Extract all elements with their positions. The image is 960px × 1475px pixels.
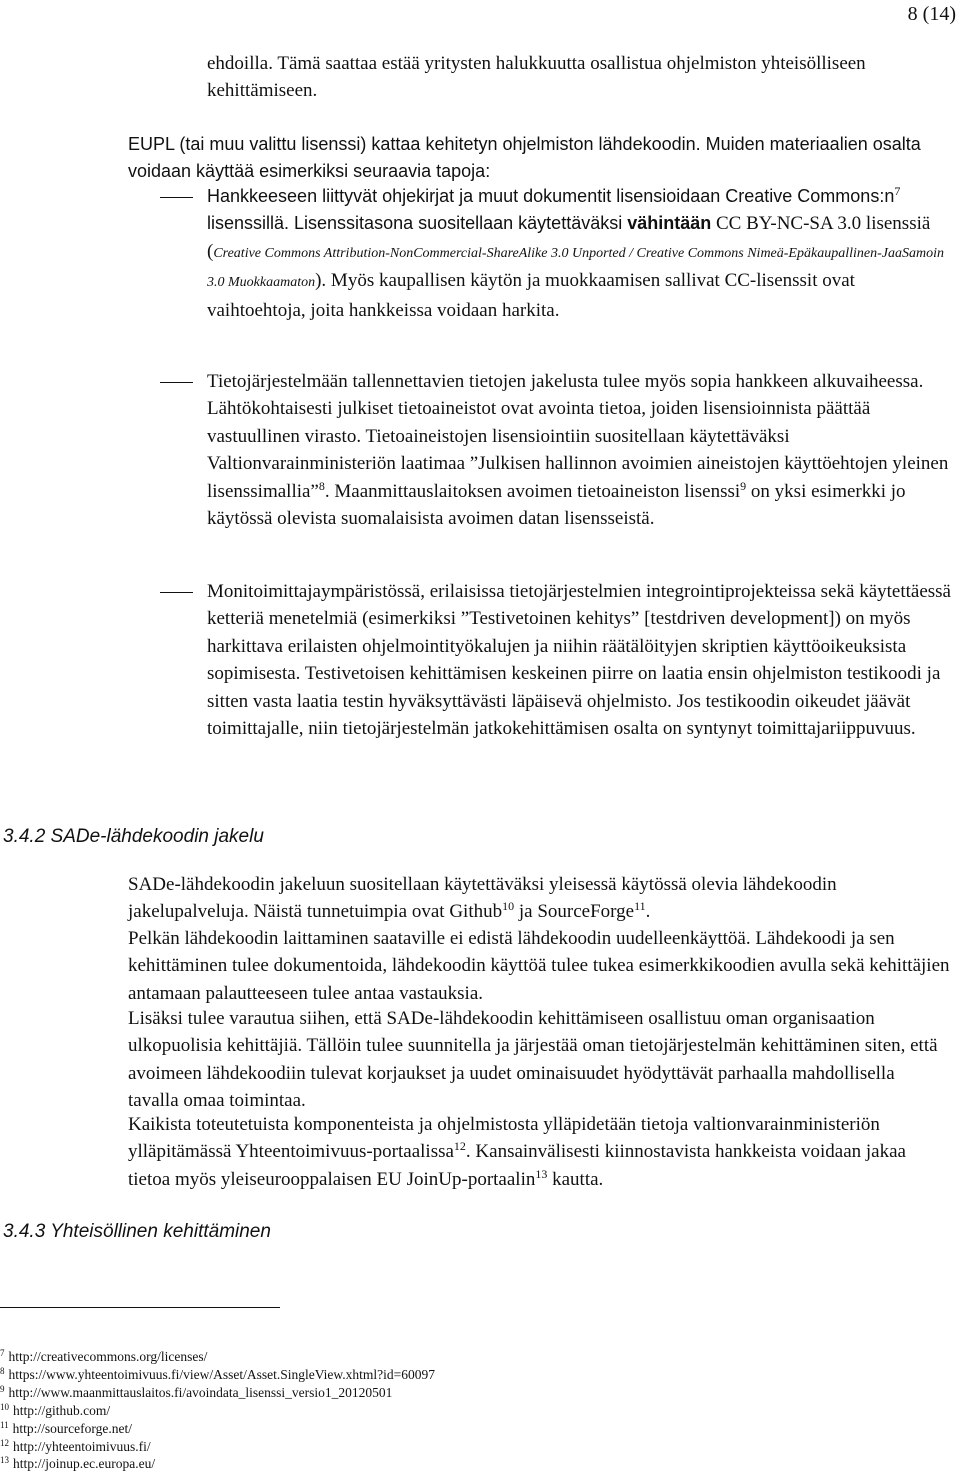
p1-c: . <box>645 901 651 923</box>
bullet-2-text <box>207 368 952 532</box>
bullet-1-text <box>207 183 955 324</box>
footnote-number: 12 <box>0 1438 9 1448</box>
footnote-number: 7 <box>0 1348 5 1358</box>
footnote-ref-7: 7 <box>894 184 901 198</box>
footnote-number: 13 <box>0 1455 9 1465</box>
continued-paragraph: ehdoilla. Tämä saattaa estää yritysten halukkuutta osallistua ohjelmiston yhteisölliseen kehittämiseen. <box>207 53 866 102</box>
bullet-1-bold: vähintään <box>627 213 712 234</box>
bullet-2-b: . Maanmittauslaitoksen avoimen tietoaineiston lisenssi <box>324 480 741 502</box>
footnote-url[interactable]: https://www.yhteentoimivuus.fi/view/Asset/Asset.SingleView.xhtml?id=60097 <box>8 1367 436 1382</box>
section-342-paragraph-2: Pelkän lähdekoodin laittaminen saataville ei edistä lähdekoodin uudelleenkäyttöä. Lähdekoodi ja sen kehittäminen tulee dokumentoida, lähdekoodin käyttöä tulee tukea esimerkkikoodien avulla sekä kehittäjien antamaan palautteeseen tulee antaa vastauksia. <box>128 928 950 1004</box>
footnote-ref-11: 11 <box>634 899 646 914</box>
section-heading-343: 3.4.3 Yhteisöllinen kehittäminen <box>3 1221 271 1242</box>
bullet-3-text: Monitoimittajaympäristössä, erilaisissa tietojärjestelmien integrointiprojekteissa sekä käytettäessä ketteriä menetelmiä (esimerkiksi ”Testivetoinen kehitys” [testdriven development]) on myös harkittava erilaisten ohjelmointityökalujen ja niihin räätälöityjen skriptien käyttöoikeuksista sopimisesta. Testivetoisen kehittämisen keskeinen piirre on laatia ensin ohjelmiston testikoodi ja sitten vasta laatia testin hyväksyttävästi läpäisevä ohjelmisto. Jos testikoodin oikeudet jäävät toimittajalle, niin tietojärjestelmän jatkokehittämisen osalta on syntynyt toimittajariippuvuus. <box>207 581 951 740</box>
footnote-10 <box>0 1403 110 1419</box>
p4-c: kautta. <box>547 1168 604 1190</box>
footnote-8 <box>0 1367 435 1383</box>
footnote-separator <box>0 1307 280 1308</box>
p4-b: . Kansainvälisesti kiinnostavista hankkeista voidaan jakaa tietoa myös yleiseurooppalaisen EU JoinUp-portaalin <box>128 1141 906 1190</box>
bullet-1-after-ref: lisenssillä. Lisenssitasona suositellaan käytettäväksi <box>207 213 628 234</box>
section-heading-342: 3.4.2 SADe-lähdekoodin jakelu <box>3 826 264 847</box>
footnote-number: 10 <box>0 1402 9 1412</box>
footnote-number: 9 <box>0 1384 5 1394</box>
footnote-9 <box>0 1385 392 1401</box>
p4-a: Kaikista toteutetuista komponenteista ja ohjelmistosta ylläpidetään tietoja valtionvarainministeriön ylläpitämässä Yhteentoimivuus-portaalissa <box>128 1114 880 1163</box>
bullet-1-cc: CC BY-NC-SA 3.0 <box>711 213 866 235</box>
footnote-12 <box>0 1439 151 1455</box>
bullet-1-lisenssia: lisenssiä ( <box>207 213 931 262</box>
bullet-1-tail: ). Myös kaupallisen käytön ja muokkaamisen sallivat CC-lisenssit ovat vaihtoehtoja, joita hankkeissa voidaan harkita. <box>207 270 855 321</box>
footnote-ref-10: 10 <box>502 899 515 914</box>
bullet-dash-3 <box>160 592 193 593</box>
p1-b: ja SourceForge <box>514 901 635 923</box>
footnote-ref-13: 13 <box>535 1166 548 1181</box>
footnote-13 <box>0 1456 155 1472</box>
section-342-paragraph-1 <box>128 871 950 926</box>
bullet-dash-2 <box>160 382 193 383</box>
page-number: 8 (14) <box>907 3 956 25</box>
footnote-7 <box>0 1349 207 1365</box>
footnote-url[interactable]: http://yhteentoimivuus.fi/ <box>13 1439 151 1454</box>
footnote-url[interactable]: http://www.maanmittauslaitos.fi/avoindata_lisenssi_versio1_20120501 <box>8 1385 393 1400</box>
footnote-ref-9: 9 <box>740 478 747 493</box>
bullet-2-a: Tietojärjestelmään tallennettavien tietojen jakelusta tulee myös sopia hankkeen alkuvaiheessa. Lähtökohtaisesti julkiset tietoaineistot ovat avointa tietoa, joiden lisensioinnista päättää vastuullinen virasto. Tietoaineistojen lisensiointiin suositellaan käytettäväksi Valtionvarainministeriön laatimaa ”Julkisen hallinnon avoimien aineistojen käyttöehtojen yleinen lisenssimallia” <box>207 371 949 502</box>
footnote-url[interactable]: http://joinup.ec.europa.eu/ <box>13 1456 156 1471</box>
section-342-paragraph-3: Lisäksi tulee varautua siihen, että SADe-lähdekoodin kehittämiseen osallistuu oman organisaation ulkopuolisia kehittäjiä. Tällöin tulee suunnitella ja järjestää oman tietojärjestelmän kehittäminen siten, että avoimeen lähdekoodiin tulevat korjaukset ja uudet ominaisuudet hyödyttävät parhaalla mahdollisella tavalla omaa toimintaa. <box>128 1008 938 1112</box>
footnote-ref-8: 8 <box>318 478 325 493</box>
footnote-11 <box>0 1421 132 1437</box>
bullet-1-lead: Hankkeeseen liittyvät ohjekirjat ja muut dokumentit lisensioidaan Creative Commons:n <box>207 186 895 206</box>
footnote-url[interactable]: http://sourceforge.net/ <box>12 1421 133 1436</box>
footnote-number: 11 <box>0 1420 9 1430</box>
footnote-number: 8 <box>0 1366 5 1376</box>
bullet-dash-1 <box>160 197 193 198</box>
bullet-2-c: on yksi esimerkki jo käytössä olevista suomalaisista avoimen datan lisensseistä. <box>207 480 906 530</box>
footnote-url[interactable]: http://creativecommons.org/licenses/ <box>8 1349 208 1364</box>
footnote-ref-12: 12 <box>453 1139 466 1154</box>
section-342-paragraph-4 <box>128 1111 950 1193</box>
p1-a: SADe-lähdekoodin jakeluun suositellaan käytettäväksi yleisessä käytössä olevia lähdekoodin jakelupalveluja. Näistä tunnetuimpia ovat Github <box>128 874 837 923</box>
eupl-paragraph: EUPL (tai muu valittu lisenssi) kattaa kehitetyn ohjelmiston lähdekoodin. Muiden materiaalien osalta voidaan käyttää esimerkiksi seuraavia tapoja: <box>128 134 921 182</box>
footnote-url[interactable]: http://github.com/ <box>13 1403 111 1418</box>
bullet-1-italic: Creative Commons Attribution-NonCommercial-ShareAlike 3.0 Unported / Creative Commons Nimeä-Epäkaupallinen-JaaSamoin 3.0 Muokkaamaton <box>207 245 944 291</box>
